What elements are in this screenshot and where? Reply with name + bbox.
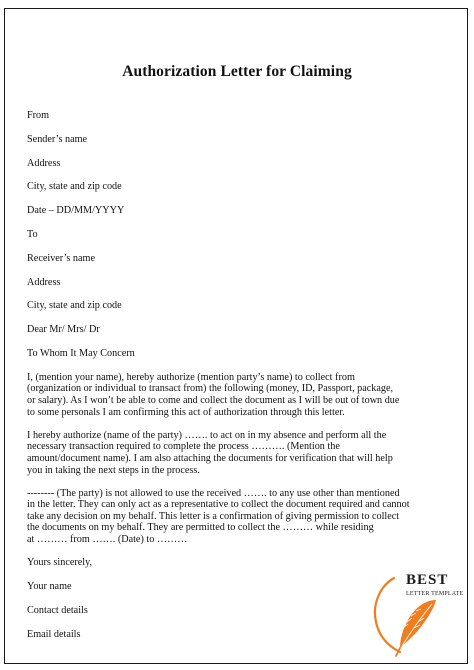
header-line-to: To — [27, 228, 38, 240]
paragraph-line: necessary transaction required to complete the process ………. (Mention the — [27, 441, 340, 453]
document-title: Authorization Letter for Claiming — [122, 63, 352, 80]
header-line-sender-name: Sender’s name — [27, 133, 88, 145]
body-paragraph-3 — [27, 488, 452, 546]
to-whom-line: To Whom It May Concern — [27, 347, 135, 359]
best-letter-template-logo — [366, 570, 464, 658]
closing-your-name: Your name — [27, 581, 72, 593]
closing-contact-details: Contact details — [27, 604, 88, 616]
paragraph-line: take any decision on my behalf. This letter is a confirmation of giving permission to collect — [27, 510, 400, 522]
paragraph-line: the documents on my behalf. They are permitted to collect the ……… while residing — [27, 522, 374, 534]
header-line-receiver-address: Address — [27, 276, 61, 288]
closing-yours-sincerely: Yours sincerely, — [27, 557, 93, 569]
paragraph-line: -------- (The party) is not allowed to use the received ……. to any use other than mentioned — [27, 487, 400, 499]
paragraph-line: or salary). As I won’t be able to come and collect the document as I will be out of town due — [27, 394, 400, 406]
header-line-date: Date – DD/MM/YYYY — [27, 205, 125, 217]
paragraph-line: (organization or individual to transact from) the following (money, ID, Passport, package, — [27, 383, 394, 395]
header-line-receiver-city: City, state and zip code — [27, 300, 122, 312]
closing-email-details: Email details — [27, 628, 81, 640]
paragraph-line: amount/document name). I am also attaching the documents for verification that will help — [27, 452, 393, 464]
salutation: Dear Mr/ Mrs/ Dr — [27, 324, 100, 336]
paragraph-line: I, (mention your name), hereby authorize (mention party’s name) to collect from — [27, 371, 355, 383]
paragraph-line: I hereby authorize (name of the party) ……. to act on in my absence and perform all the — [27, 429, 387, 441]
header-line-sender-address: Address — [27, 157, 61, 169]
header-line-sender-city: City, state and zip code — [27, 181, 122, 193]
body-paragraph-2 — [27, 430, 452, 476]
header-line-receiver-name: Receiver’s name — [27, 252, 95, 264]
header-line-from: From — [27, 110, 50, 121]
body-paragraph-1 — [27, 372, 452, 418]
logo-subtitle: LETTER TEMPLATE — [406, 591, 464, 597]
paragraph-line: at ……… from ……. (Date) to ……… — [27, 534, 188, 546]
paragraph-line: to some personals I am confirming this act of authorization through this letter. — [27, 406, 345, 418]
paragraph-line: in the letter. They can only act as a representative to collect the document required and cannot — [27, 499, 410, 511]
paragraph-line: you in taking the next steps in the process. — [27, 464, 200, 476]
logo-word: BEST — [406, 572, 449, 588]
